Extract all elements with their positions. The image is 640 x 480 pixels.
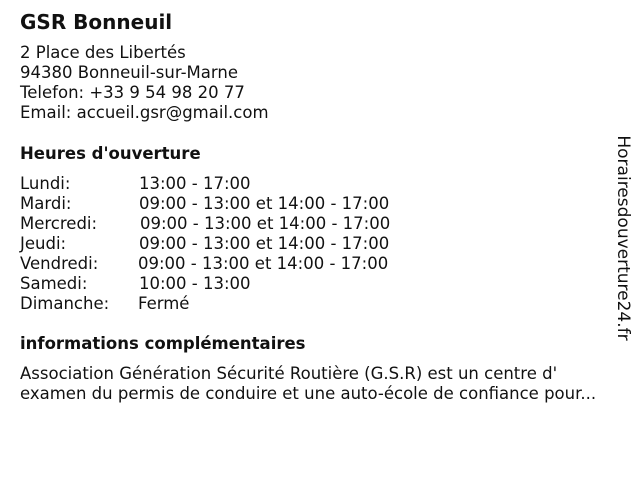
hours-heading: Heures d'ouverture <box>20 144 201 163</box>
day-label: Jeudi: <box>20 234 67 253</box>
day-hours: 09:00 - 13:00 et 14:00 - 17:00 <box>138 254 389 273</box>
day-hours: Fermé <box>138 294 190 313</box>
description-line: examen du permis de conduire et une auto-école de confiance pour... <box>20 384 597 403</box>
description-text <box>20 364 630 404</box>
day-label: Samedi: <box>20 274 88 293</box>
day-hours: 09:00 - 13:00 et 14:00 - 17:00 <box>139 194 390 213</box>
email-address[interactable]: Email: accueil.gsr@gmail.com <box>20 103 269 122</box>
address-block <box>20 43 269 123</box>
business-name: GSR Bonneuil <box>20 10 173 34</box>
phone-number[interactable]: Telefon: +33 9 54 98 20 77 <box>20 83 245 102</box>
day-label: Lundi: <box>20 174 71 193</box>
day-hours: 09:00 - 13:00 et 14:00 - 17:00 <box>140 214 391 233</box>
day-label: Dimanche: <box>20 294 110 313</box>
day-label: Mercredi: <box>20 214 98 233</box>
site-watermark: Horairesdouverture24.fr <box>613 135 633 341</box>
description-line: Association Génération Sécurité Routière (G.S.R) est un centre d' <box>20 364 558 383</box>
day-hours: 10:00 - 13:00 <box>139 274 251 293</box>
day-label: Vendredi: <box>20 254 99 273</box>
info-heading: informations complémentaires <box>20 334 306 353</box>
address-city: 94380 Bonneuil-sur-Marne <box>20 63 238 82</box>
address-street: 2 Place des Libertés <box>20 43 186 62</box>
day-hours: 13:00 - 17:00 <box>139 174 251 193</box>
day-label: Mardi: <box>20 194 72 213</box>
day-hours: 09:00 - 13:00 et 14:00 - 17:00 <box>139 234 390 253</box>
